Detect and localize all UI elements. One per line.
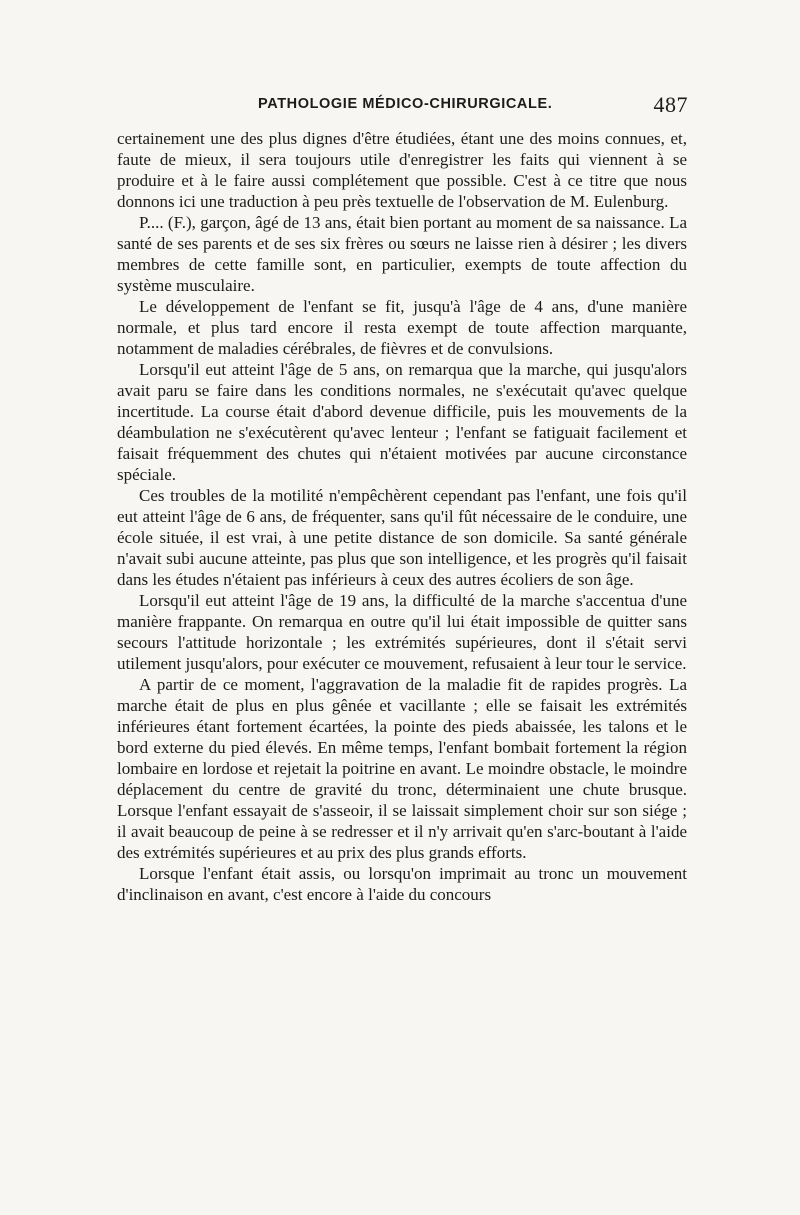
paragraph: Ces troubles de la motilité n'empêchèrent cependant pas l'enfant, une fois qu'il eut atteint l'âge de 6 ans, de fréquenter, sans qu'il fût nécessaire de le conduire, une école située, il est vrai, à une petite distance de son domicile. Sa santé générale n'avait subi aucune atteinte, pas plus que son intelligence, et les progrès qu'il faisait dans les études n'étaient pas inférieurs à ceux des autres écoliers de son âge.: [117, 486, 687, 589]
running-title: PATHOLOGIE MÉDICO-CHIRURGICALE.: [258, 96, 553, 112]
page-number: 487: [653, 92, 688, 117]
body-text: [117, 128, 687, 905]
paragraph: Lorsqu'il eut atteint l'âge de 5 ans, on remarqua que la marche, qui jusqu'alors avait paru se faire dans les conditions normales, ne s'exécutait qu'avec quelque incertitude. La course était d'abord devenue difficile, puis les mouvements de la déambulation ne s'exécutèrent qu'avec lenteur ; l'enfant se fatiguait facilement et faisait fréquemment des chutes qui n'étaient motivées par aucune circonstance spéciale.: [117, 360, 687, 484]
paragraph: Le développement de l'enfant se fit, jusqu'à l'âge de 4 ans, d'une manière normale, et plus tard encore il resta exempt de toute affection marquante, notamment de maladies cérébrales, de fièvres et de convulsions.: [117, 297, 687, 358]
paragraph: Lorsqu'il eut atteint l'âge de 19 ans, la difficulté de la marche s'accentua d'une manière frappante. On remarqua en outre qu'il lui était impossible de quitter sans secours l'attitude horizontale ; les extrémités supérieures, dont il s'était servi utilement jusqu'alors, pour exécuter ce mouvement, refusaient à leur tour le service.: [117, 591, 687, 673]
page-header: [120, 92, 690, 120]
paragraph: Lorsque l'enfant était assis, ou lorsqu'on imprimait au tronc un mouvement d'inclinaison en avant, c'est encore à l'aide du concours: [117, 864, 687, 904]
paragraph: P.... (F.), garçon, âgé de 13 ans, était bien portant au moment de sa naissance. La santé de ses parents et de ses six frères ou sœurs ne laisse rien à désirer ; les divers membres de cette famille sont, en particulier, exempts de toute affection du système musculaire.: [117, 213, 687, 295]
paragraph: A partir de ce moment, l'aggravation de la maladie fit de rapides progrès. La marche était de plus en plus gênée et vacillante ; elle se faisait les extrémités inférieures étant fortement écartées, la pointe des pieds abaissée, les talons et le bord externe du pied élevés. En même temps, l'enfant bombait fortement la région lombaire en lordose et rejetait la poitrine en avant. Le moindre obstacle, le moindre déplacement du centre de gravité du tronc, déterminaient une chute brusque. Lorsque l'enfant essayait de s'asseoir, il se laissait simplement choir sur son siége ; il avait beaucoup de peine à se redresser et il n'y arrivait qu'en s'arc-boutant à l'aide des extrémités supérieures et au prix des plus grands efforts.: [117, 675, 687, 862]
paragraph-continued: certainement une des plus dignes d'être étudiées, étant une des moins connues, et, faute de mieux, il sera toujours utile d'enregistrer les faits qui viennent à se produire et à le faire aussi complétement que possible. C'est à ce titre que nous donnons ici une traduction à peu près textuelle de l'observation de M. Eulenburg.: [117, 129, 687, 211]
